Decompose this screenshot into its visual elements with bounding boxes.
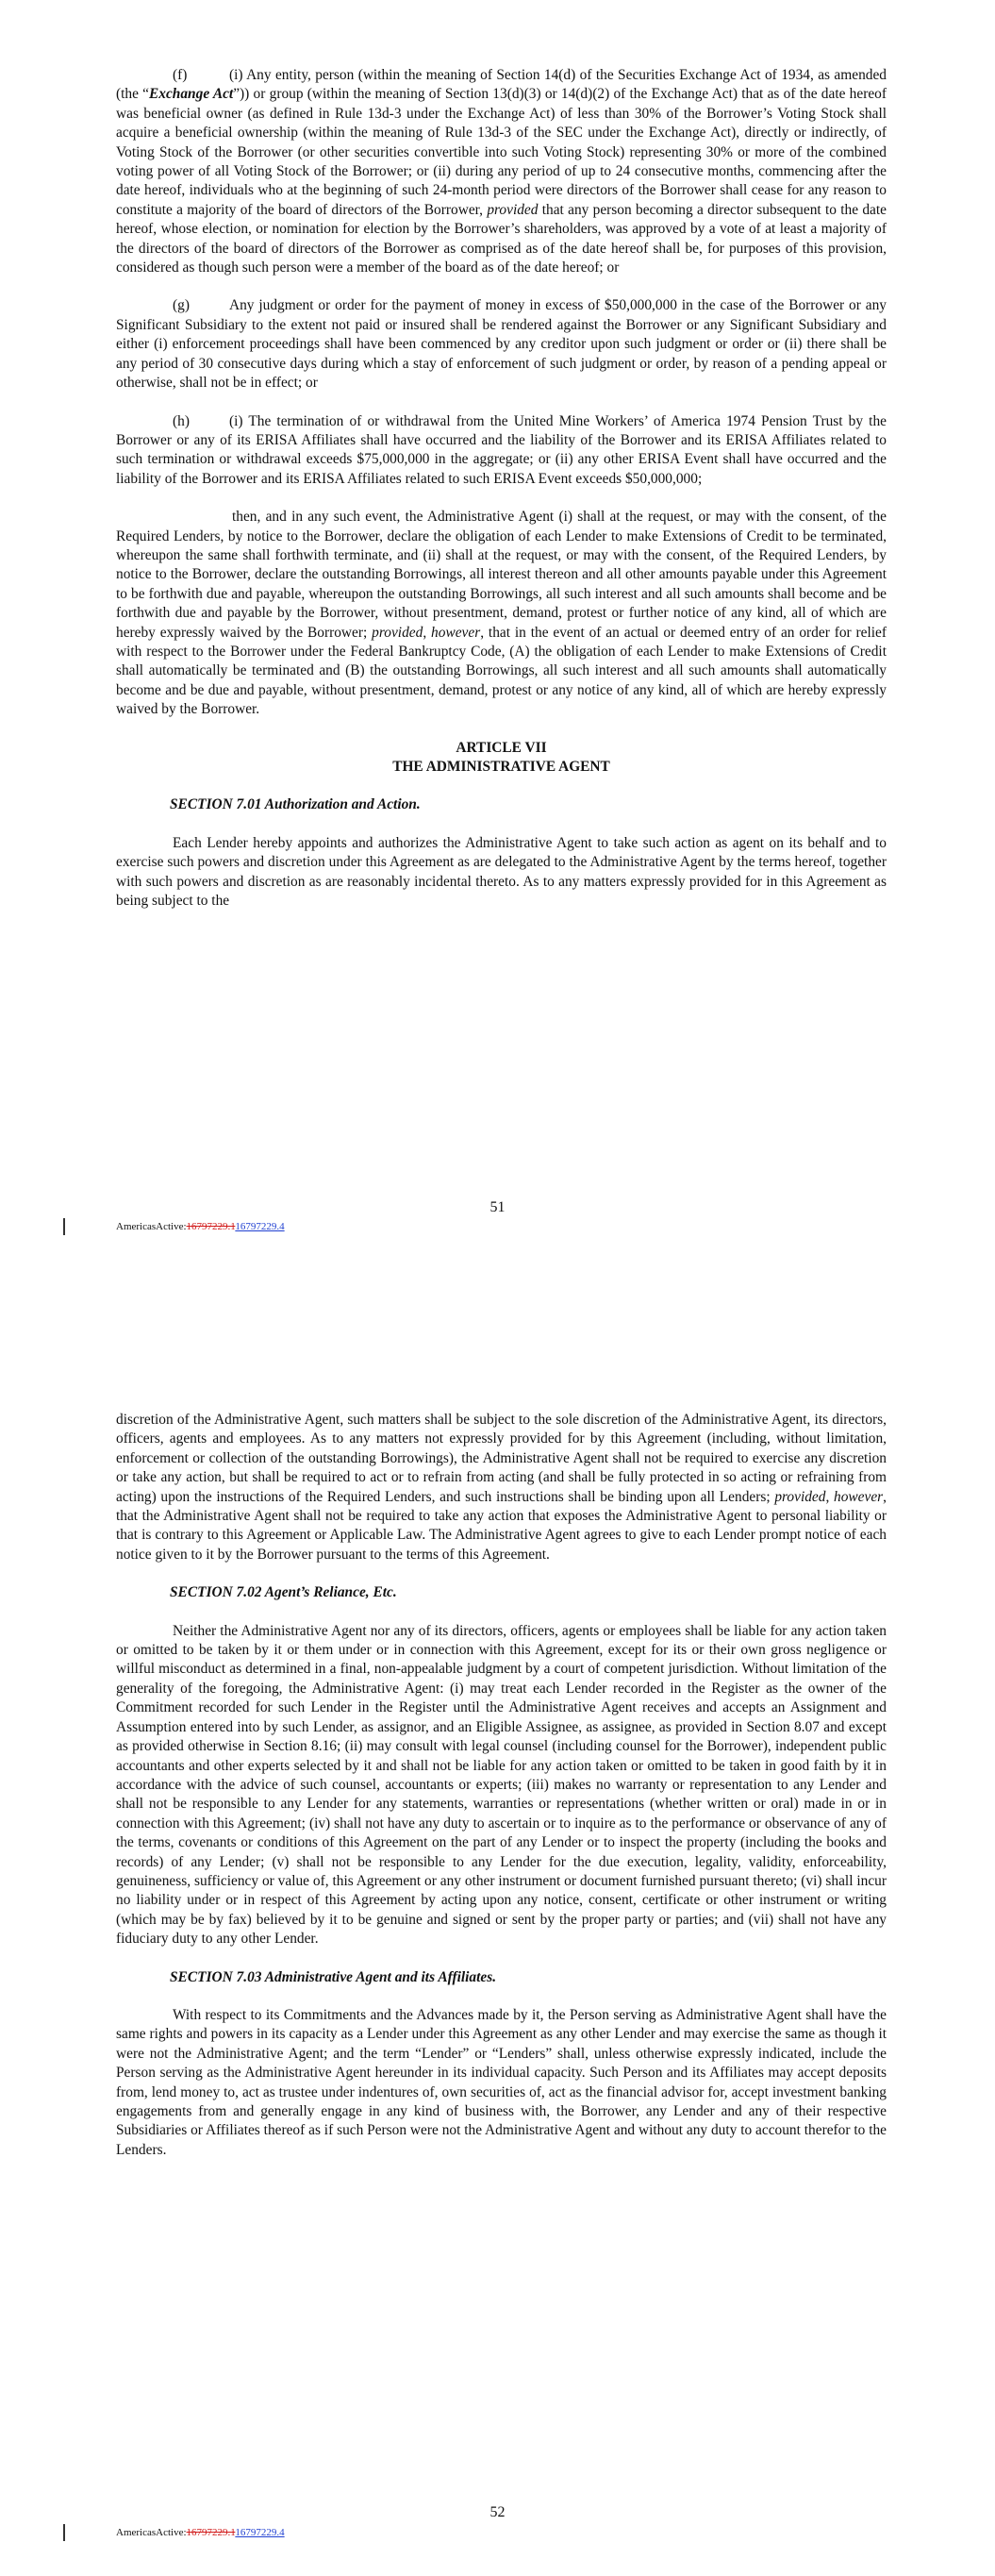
section-7-01-continuation xyxy=(116,1411,887,1564)
remedies-comma: , xyxy=(423,624,432,641)
document-page-52 xyxy=(0,1288,995,2576)
remedies-provided: provided xyxy=(372,624,423,641)
clause-f-provided: provided xyxy=(487,201,539,218)
remedies-paragraph xyxy=(116,508,887,719)
clause-h-text: (i) The termination of or withdrawal from the United Mine Workers’ of America 1974 Pension Trust by the Borrower or any of its ERISA Affiliates shall have occurred and the liability of the Borrower and its ERISA Affiliates related to such termination or withdrawal exceeds $75,000,000 in the aggregate; or (ii) any other ERISA Event shall have occurred and the liability of the Borrower and its ERISA Affiliates related to such ERISA Event exceeds $50,000,000; xyxy=(116,412,887,487)
section-7-02-text: Neither the Administrative Agent nor any of its directors, officers, agents or employees shall be liable for any action taken or omitted to be taken by it or them under or in connection with this Agreement, except for its or their own gross negligence or willful misconduct as determined in a final, non-appealable judgment by a court of competent jurisdiction. Without limitation of the generality of the foregoing, the Administrative Agent: (i) may treat each Lender recorded in the Register as the owner of the Commitment recorded for such Lender in the Register until the Administrative Agent receives and accepts an Assignment and Assumption entered into by such Lender, as assignor, and an Eligible Assignee, as assignee, as provided in Section 8.07 and except as provided otherwise in Section 8.16; (ii) may consult with legal counsel (including counsel for the Borrower), independent public accountants and other experts selected by it and shall not be liable for any action taken or omitted to be taken in good faith by it in accordance with the advice of such counsel, accountants or experts; (iii) makes no warranty or representation to any Lender and shall not be responsible to any Lender for any statements, warranties or representations (whether written or oral) made in or in connection with this Agreement; (iv) shall not have any duty to ascertain or to inquire as to the performance or observance of any of the terms, covenants or conditions of this Agreement on the part of any Lender or to inspect the property (including the books and records) of any Lender; (v) shall not be responsible to any Lender for the due execution, legality, validity, enforceability, genuineness, sufficiency or value of, this Agreement or any other instrument or document furnished pursuant thereto; (vi) shall incur no liability under or in respect of this Agreement by acting upon any notice, consent, certificate or other instrument or writing (which may be by fax) believed by it to be genuine and signed or sent by the proper party or parties; and (vii) shall not have any fiduciary duty to any other Lender. xyxy=(116,1622,887,1948)
footer-deleted-id: 16797229.1 xyxy=(186,2527,236,2538)
change-bar xyxy=(63,2524,65,2541)
continuation-comma: , xyxy=(825,1488,834,1505)
clause-f-text-2: ”)) or group (within the meaning of Section 13(d)(3) or 14(d)(2) of the Exchange Act) that as of the date hereof was beneficial owner (as defined in Rule 13d-3 under the Exchange Act) of less than 30% of the Borrower’s Voting Stock shall acquire a beneficial ownership (within the meaning of Rule 13d-3 of the SEC under the Exchange Act), directly or indirectly, of Voting Stock of the Borrower (or other securities convertible into such Voting Stock) representing 30% or more of the combined voting power of all Voting Stock of the Borrower; or (ii) during any period of up to 24 consecutive months, commencing after the date hereof, individuals who at the beginning of such 24-month period were directors of the Borrower shall cease for any reason to constitute a majority of the board of directors of the Borrower, xyxy=(116,86,887,218)
footer-inserted-id: 16797229.4 xyxy=(235,1221,285,1232)
remedies-however: however xyxy=(431,624,481,641)
remedies-text-1: then, and in any such event, the Administrative Agent (i) shall at the request, or may with the consent, of the Required Lenders, by notice to the Borrower, declare the obligation of each Lender to make Extensions of Credit to be terminated, whereupon the same shall forthwith terminate, and (ii) shall at the request, or may with the consent, of the Required Lenders, by notice to the Borrower, declare the outstanding Borrowings, all interest thereon and all other amounts payable under this Agreement to be forthwith due and payable, whereupon the outstanding Borrowings, all such interest and all such amounts shall become and be forthwith due and payable by the Borrower, without presentment, demand, protest or further notice of any kind, all of which are hereby expressly waived by the Borrower; xyxy=(116,509,887,641)
continuation-provided: provided xyxy=(774,1488,826,1505)
clause-f-text-3: that any person becoming a director subsequent to the date hereof, whose election, or nomination for election by the Borrower’s shareholders, was approved by a vote of at least a majority of the directors of the board of directors of the Borrower as comprised as of the date hereof shall be, for purposes of this provision, considered as though such person were a member of the board as of the date hereof; or xyxy=(116,201,887,276)
section-7-01-heading: SECTION 7.01 Authorization and Action. xyxy=(170,796,421,813)
clause-h xyxy=(116,412,887,490)
clause-g-text: Any judgment or order for the payment of money in excess of $50,000,000 in the case of the Borrower or any Significant Subsidiary to the extent not paid or insured shall be rendered against the Borrower or any Significant Subsidiary and either (i) enforcement proceedings shall have been commenced by any creditor upon such judgment or order or (ii) there shall be any period of 30 consecutive days during which a stay of enforcement of such judgment or order, by reason of a pending appeal or otherwise, shall not be in effect; or xyxy=(116,297,887,392)
page-number: 52 xyxy=(489,2504,506,2520)
continuation-however: however xyxy=(834,1488,884,1505)
clause-h-label: (h) xyxy=(173,412,190,429)
clause-g xyxy=(116,296,887,393)
section-7-03-heading: SECTION 7.03 Administrative Agent and its Affiliates. xyxy=(170,1968,497,1985)
clause-f-label: (f) xyxy=(173,67,188,83)
remedies-text-2: , that in the event of an actual or deemed entry of an order for relief with respect to the Borrower under the Federal Bankruptcy Code, (A) the obligation of each Lender to make Extensions of Credit shall automatically be terminated and (B) the outstanding Borrowings, all such interest and all such amounts shall automatically become and be due and payable, without presentment, demand, protest or any notice of any kind, all of which are hereby expressly waived by the Borrower. xyxy=(116,624,887,718)
article-title: ARTICLE VII xyxy=(456,739,547,756)
clause-f-text-1: (i) Any entity, person (within the meaning of Section 14(d) of the Securities Exchange Act of 1934, as amended (the “ xyxy=(116,67,887,103)
footer-inserted-id: 16797229.4 xyxy=(235,2527,285,2538)
article-subtitle: THE ADMINISTRATIVE AGENT xyxy=(392,759,610,775)
section-7-01-text: Each Lender hereby appoints and authorizes the Administrative Agent to take such action as agent on its behalf and to exercise such powers and discretion under this Agreement as are delegated to the Administrative Agent by the terms hereof, together with such powers and discretion as are reasonably incidental thereto. As to any matters expressly provided for in this Agreement as being subject to the xyxy=(116,834,887,910)
continuation-text-2: , that the Administrative Agent shall not be required to take any action that exposes the Administrative Agent to personal liability or that is contrary to this Agreement or Applicable Law. The Administrative Agent agrees to give to each Lender prompt notice of each notice given to it by the Borrower pursuant to the terms of this Agreement. xyxy=(116,1488,887,1563)
document-id-footer xyxy=(116,2527,285,2539)
page-52-text xyxy=(116,1411,887,2160)
footer-prefix: AmericasActive: xyxy=(116,2527,187,2538)
section-7-02-heading: SECTION 7.02 Agent’s Reliance, Etc. xyxy=(170,1584,397,1601)
continuation-text-1: discretion of the Administrative Agent, such matters shall be subject to the sole discretion of the Administrative Agent, its directors, officers, agents and employees. As to any matters not expressly provided for by this Agreement (including, without limitation, enforcement or collection of the outstanding Borrowings), the Administrative Agent shall not be required to exercise any discretion or take any action, but shall be required to act or to refrain from acting (and shall be fully protected in so acting or refraining from acting) upon the instructions of the Required Lenders, and such instructions shall be binding upon all Lenders; xyxy=(116,1412,887,1505)
document-id-footer xyxy=(116,1221,285,1233)
footer-deleted-id: 16797229.1 xyxy=(186,1221,236,1232)
clause-g-label: (g) xyxy=(173,297,190,314)
page-number: 51 xyxy=(489,1199,506,1215)
clause-f-defined-term: Exchange Act xyxy=(149,86,234,103)
footer-prefix: AmericasActive: xyxy=(116,1221,187,1232)
page-51-text xyxy=(116,66,887,911)
change-bar xyxy=(63,1218,65,1235)
section-7-03-text: With respect to its Commitments and the Advances made by it, the Person serving as Administrative Agent shall have the same rights and powers in its capacity as a Lender under this Agreement as any other Lender and may exercise the same as though it were not the Administrative Agent; and the term “Lender” or “Lenders” shall, unless otherwise expressly indicated, include the Person serving as the Administrative Agent hereunder in its individual capacity. Such Person and its Affiliates may accept deposits from, lend money to, act as trustee under indentures of, own securities of, act as the financial advisor for, accept investment banking engagements from and generally engage in any kind of business with, the Borrower, any Lender and any of their respective Subsidiaries or Affiliates thereof as if such Person were not the Administrative Agent and without any duty to account therefor to the Lenders. xyxy=(116,2006,887,2158)
clause-f xyxy=(116,66,887,277)
